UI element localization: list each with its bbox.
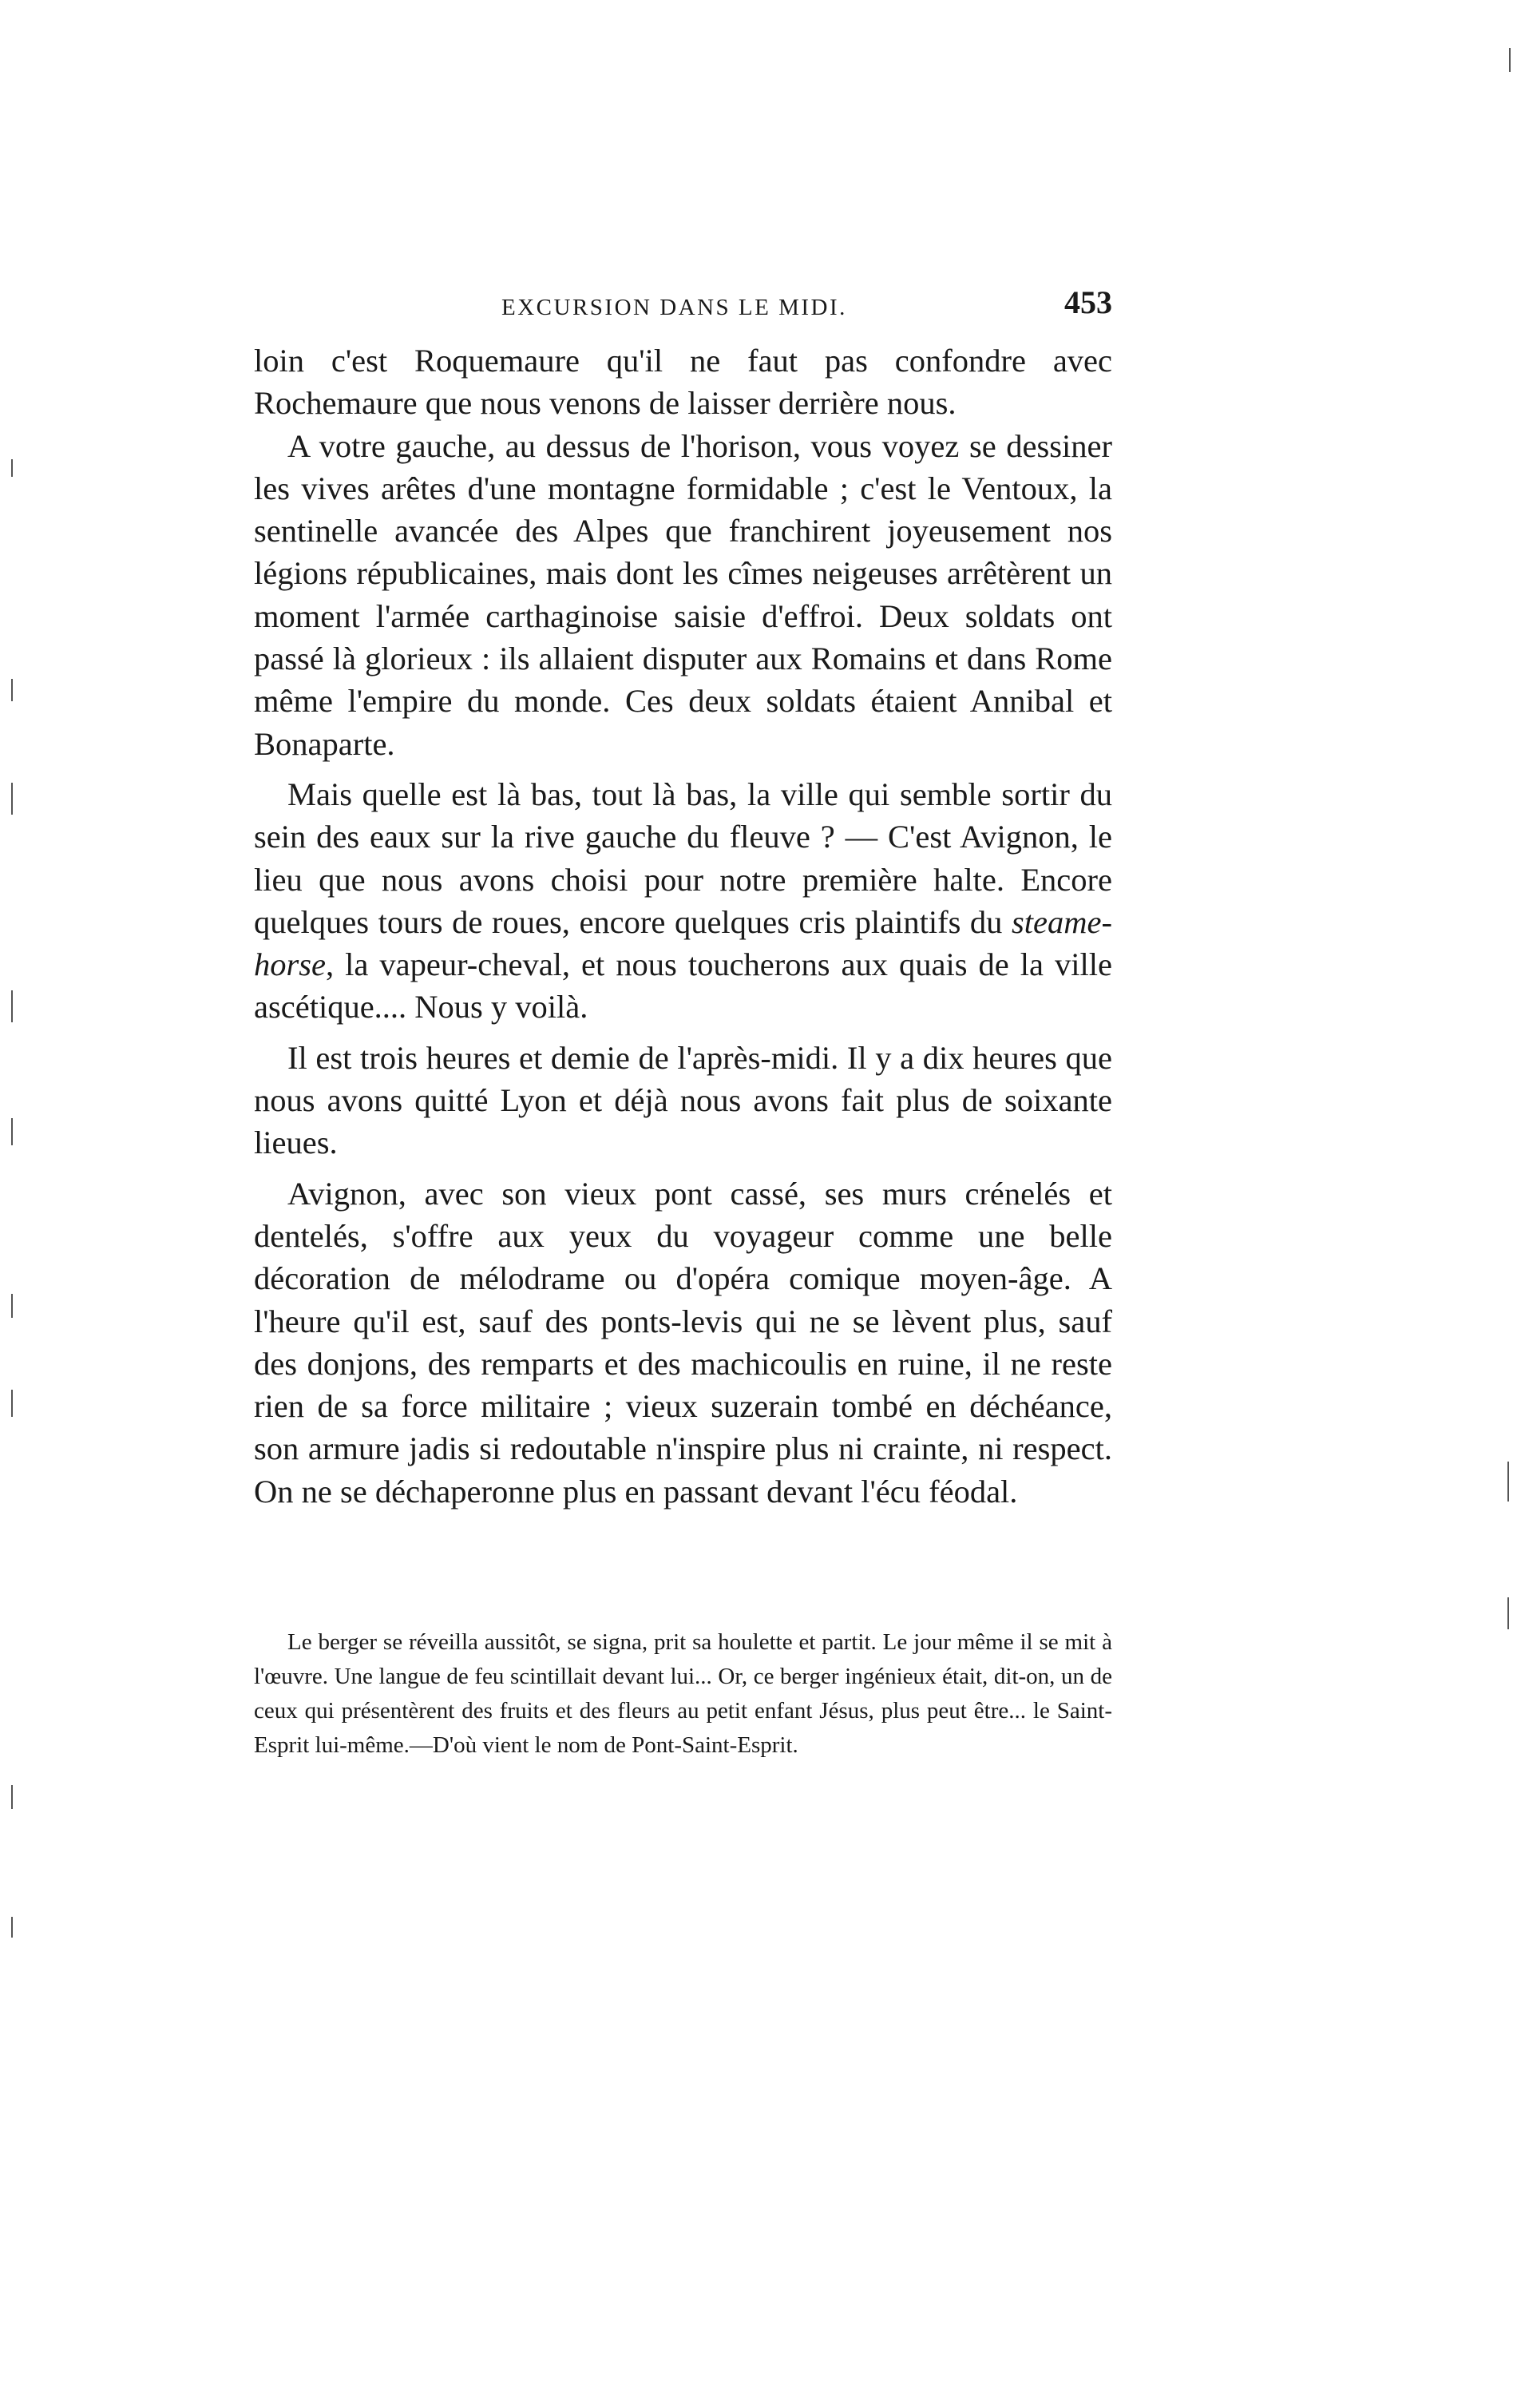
scan-speck xyxy=(11,1785,13,1809)
body-text xyxy=(254,339,1112,1513)
scan-speck xyxy=(1507,1597,1509,1629)
scan-speck xyxy=(11,459,13,477)
scan-speck xyxy=(1507,1462,1509,1502)
paragraph-3-text-a: Mais quelle est là bas, tout là bas, la ville qui semble sortir du sein des eaux sur la rive gauche du fleuve ? — C'est Avignon, le lieu que nous avons choisi pour notre première halte. Encore quelques tours de roues, encore quelques cris plaintifs du xyxy=(254,776,1112,940)
scan-speck xyxy=(11,1917,13,1938)
paragraph-4: Il est trois heures et demie de l'après-midi. Il y a dix heures que nous avons quitté Lyon et déjà nous avons fait plus de soixante lieues. xyxy=(254,1039,1112,1161)
footnote-text: Le berger se réveilla aussitôt, se signa, prit sa houlette et partit. Le jour même il se mit à l'œuvre. Une langue de feu scintillait devant lui... Or, ce berger ingénieux était, dit-on, un de ceux qui présentèrent des fruits et des fleurs au petit enfant Jésus, plus peut être... le Saint-Esprit lui-même.—D'où vient le nom de Pont-Saint-Esprit. xyxy=(254,1629,1112,1758)
paragraph-5: Avignon, avec son vieux pont cassé, ses murs crénelés et dentelés, s'offre aux yeux du voyageur comme une belle décoration de mélodrame ou d'opéra comique moyen-âge. A l'heure qu'il est, sauf des ponts-levis qui ne se lèvent plus, sauf des donjons, des remparts et des machicoulis en ruine, il ne reste rien de sa force militaire ; vieux suzerain tombé en déchéance, son armure jadis si redoutable n'inspire plus ni crainte, ni respect. On ne se déchaperonne plus en passant devant l'écu féodal. xyxy=(254,1175,1112,1509)
scan-speck xyxy=(11,1294,13,1318)
running-title: EXCURSION DANS LE MIDI. xyxy=(501,295,847,320)
footnote xyxy=(254,1625,1112,1763)
paragraph-2: A votre gauche, au dessus de l'horison, vous voyez se dessiner les vives arêtes d'une montagne formidable ; c'est le Ventoux, la sentinelle avancée des Alpes que franchirent joyeusement nos légions républicaines, mais dont les cîmes neigeuses arrêtèrent un moment l'armée carthaginoise saisie d'effroi. Deux soldats ont passé là glorieux : ils allaient disputer aux Romains et dans Rome même l'empire du monde. Ces deux soldats étaient Annibal et Bonaparte. xyxy=(254,427,1112,762)
paragraph-1: loin c'est Roquemaure qu'il ne faut pas confondre avec Rochemaure que nous venons de laisser derrière nous. xyxy=(254,343,1112,422)
scan-speck xyxy=(11,990,13,1022)
scan-speck xyxy=(11,1390,13,1417)
scan-speck xyxy=(11,783,13,815)
scan-speck xyxy=(11,679,13,701)
running-head xyxy=(254,284,1112,331)
paragraph-3-italic: steame-horse xyxy=(254,903,1112,983)
scan-speck xyxy=(11,1118,13,1145)
scan-speck xyxy=(1509,48,1511,72)
paragraph-3 xyxy=(254,773,1112,1029)
paragraph-3-text-b: , la vapeur-cheval, et nous toucherons aux quais de la ville ascétique.... Nous y voilà. xyxy=(254,946,1112,1025)
page-number: 453 xyxy=(1064,284,1112,320)
